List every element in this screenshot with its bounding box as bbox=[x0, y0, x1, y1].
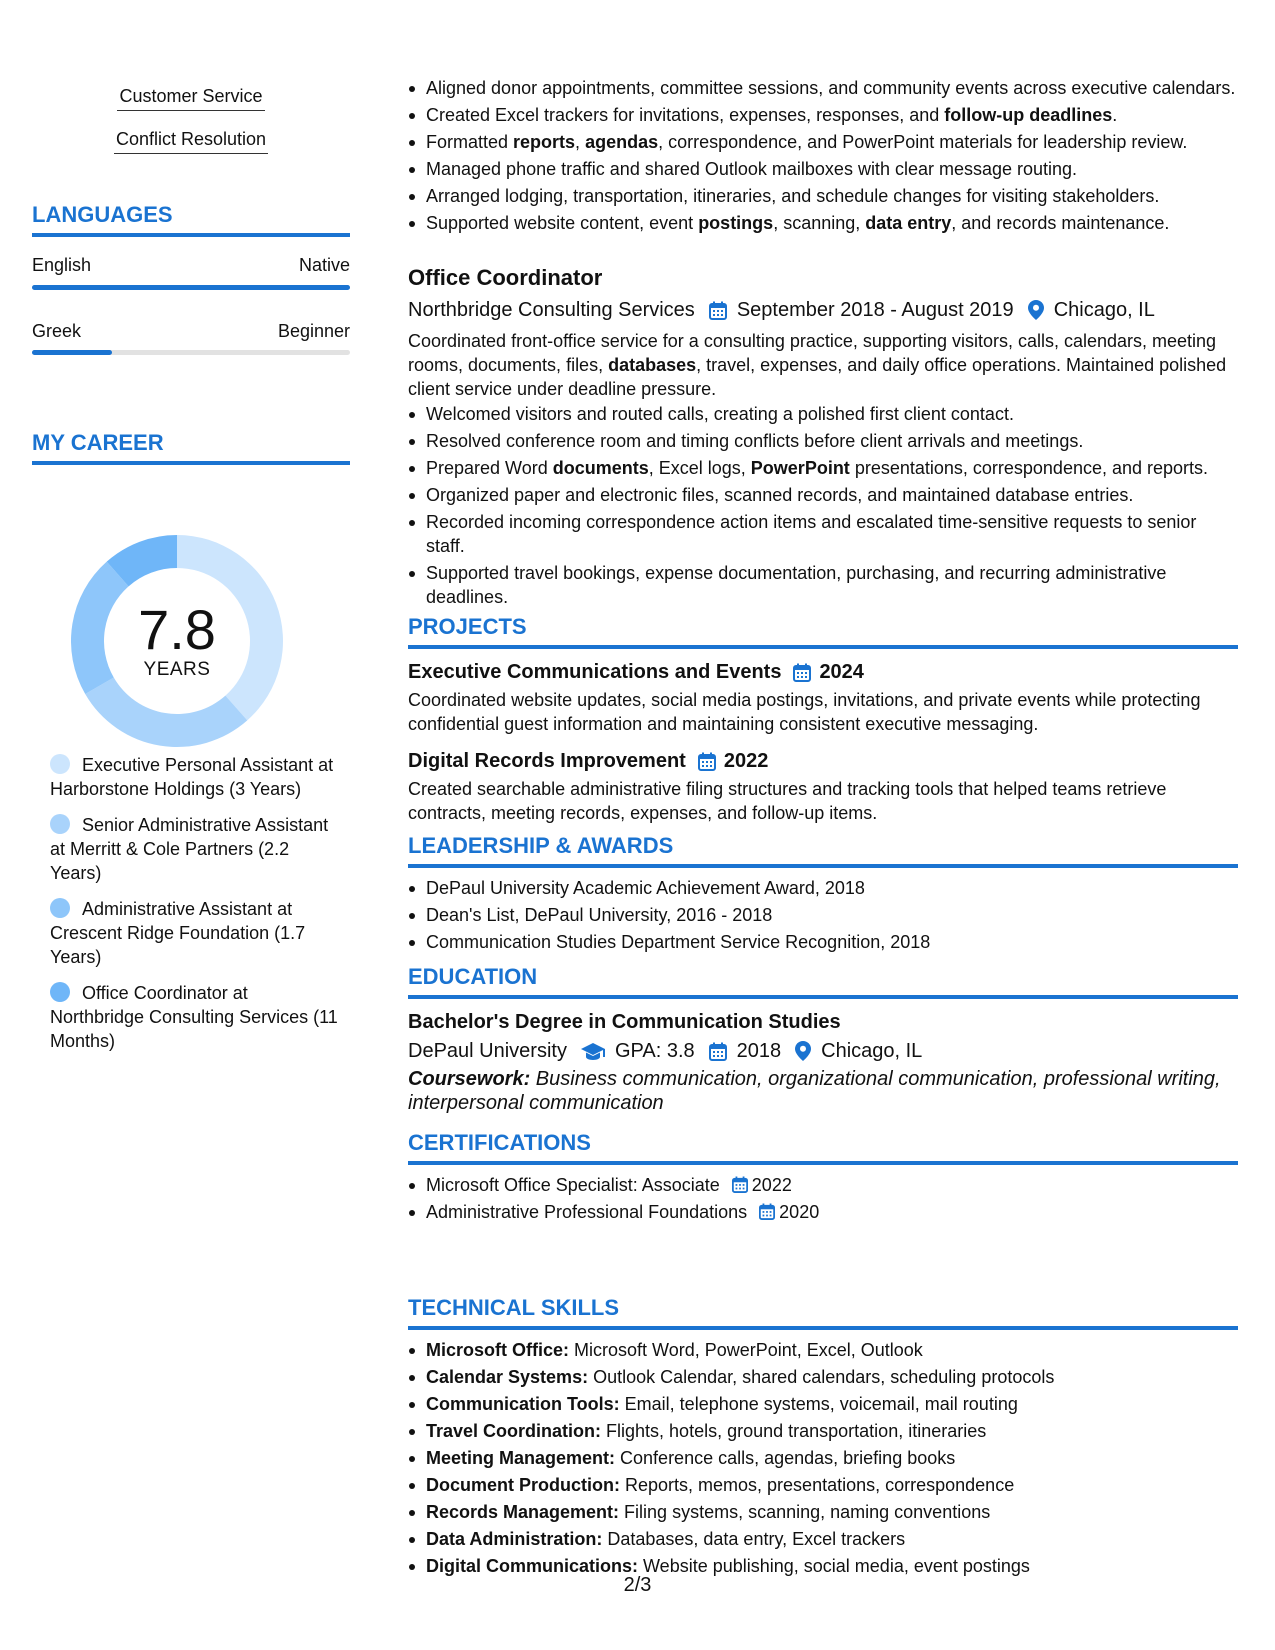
legend-label: Administrative Assistant at Crescent Ridge Foundation (1.7 Years) bbox=[50, 899, 306, 967]
career-total: 7.8 bbox=[138, 598, 216, 661]
calendar-icon bbox=[709, 301, 727, 320]
award-item: Dean's List, DePaul University, 2016 - 2018 bbox=[408, 903, 1238, 927]
coursework-label: Coursework: bbox=[408, 1068, 531, 1090]
language-name: Greek bbox=[32, 321, 82, 341]
technical-skill-item: Meeting Management: Conference calls, agendas, briefing books bbox=[408, 1446, 1238, 1470]
job-bullets bbox=[408, 402, 1238, 609]
skill-category: Communication Tools: bbox=[426, 1394, 620, 1414]
graduation-year: 2018 bbox=[736, 1040, 782, 1062]
awards-list bbox=[408, 876, 1238, 954]
career-donut-chart bbox=[65, 529, 289, 753]
language-level: Native bbox=[298, 255, 350, 275]
bold-text: postings bbox=[698, 213, 774, 233]
location-pin-icon bbox=[1028, 300, 1044, 320]
technical-skill-item: Microsoft Office: Microsoft Word, PowerPoint, Excel, Outlook bbox=[408, 1338, 1238, 1362]
skill-category: Document Production: bbox=[426, 1475, 620, 1495]
job-bullet: Supported website content, event postings, scanning, data entry, and records maintenance. bbox=[408, 211, 1238, 235]
technical-skills-section bbox=[408, 1294, 1238, 1581]
language-level: Beginner bbox=[277, 321, 350, 341]
languages-heading: LANGUAGES bbox=[32, 201, 350, 237]
bold-text: reports bbox=[513, 132, 576, 152]
job-company: Northbridge Consulting Services bbox=[408, 299, 695, 321]
career-legend bbox=[50, 753, 340, 1065]
awards-heading: LEADERSHIP & AWARDS bbox=[408, 832, 1238, 868]
technical-skill-item: Document Production: Reports, memos, presentations, correspondence bbox=[408, 1473, 1238, 1497]
project-name: Digital Records Improvement bbox=[408, 750, 686, 772]
job-summary: Coordinated front-office service for a consulting practice, supporting visitors, calls, calendars, meeting rooms, documents, files, databases, travel, expenses, and daily office operations. Maintained polished client service under deadline pressure. bbox=[408, 331, 1227, 399]
education-heading: EDUCATION bbox=[408, 963, 1238, 999]
calendar-icon bbox=[732, 1176, 748, 1193]
project-title bbox=[408, 659, 1238, 685]
legend-item bbox=[50, 813, 340, 885]
skill-label: Customer Service bbox=[117, 84, 264, 111]
location-pin-icon bbox=[795, 1041, 811, 1061]
technical-skill-item: Communication Tools: Email, telephone systems, voicemail, mail routing bbox=[408, 1392, 1238, 1416]
certifications-heading: CERTIFICATIONS bbox=[408, 1129, 1238, 1165]
skill-tag bbox=[32, 127, 350, 154]
legend-label: Executive Personal Assistant at Harborstone Holdings (3 Years) bbox=[50, 755, 334, 799]
technical-skills-heading: TECHNICAL SKILLS bbox=[408, 1294, 1238, 1330]
calendar-icon bbox=[759, 1203, 775, 1220]
job-bullet: Resolved conference room and timing conflicts before client arrivals and meetings. bbox=[408, 429, 1238, 453]
job-bullet: Recorded incoming correspondence action items and escalated time-sensitive requests to senior staff. bbox=[408, 510, 1238, 558]
legend-dot-icon bbox=[50, 754, 70, 774]
job-bullet: Arranged lodging, transportation, itineraries, and schedule changes for visiting stakeholders. bbox=[408, 184, 1238, 208]
project-description: Coordinated website updates, social media postings, invitations, and private events while protecting confidential guest information and maintaining consistent executive messaging. bbox=[408, 690, 1201, 734]
degree-title: Bachelor's Degree in Communication Studies bbox=[408, 1011, 841, 1033]
education-section bbox=[408, 963, 1238, 1115]
award-item: DePaul University Academic Achievement Award, 2018 bbox=[408, 876, 1238, 900]
donut-center bbox=[65, 529, 289, 753]
legend-item bbox=[50, 897, 340, 969]
legend-label: Senior Administrative Assistant at Merritt & Cole Partners (2.2 Years) bbox=[50, 815, 329, 883]
skill-category: Records Management: bbox=[426, 1502, 620, 1522]
technical-skill-item: Records Management: Filing systems, scanning, naming conventions bbox=[408, 1500, 1238, 1524]
technical-skill-item: Calendar Systems: Outlook Calendar, shared calendars, scheduling protocols bbox=[408, 1365, 1238, 1389]
gpa: GPA: 3.8 bbox=[614, 1040, 695, 1062]
certifications-list bbox=[408, 1173, 1238, 1224]
certifications-section bbox=[408, 1129, 1238, 1227]
skill-label: Conflict Resolution bbox=[114, 127, 268, 154]
job-title: Office Coordinator bbox=[408, 265, 603, 290]
career-heading: MY CAREER bbox=[32, 429, 350, 465]
certification-name: Microsoft Office Specialist: Associate bbox=[426, 1175, 720, 1195]
certification-name: Administrative Professional Foundations bbox=[426, 1202, 748, 1222]
language-bar bbox=[32, 285, 350, 290]
bold-text: follow-up deadlines bbox=[944, 105, 1113, 125]
technical-skill-item: Data Administration: Databases, data entry, Excel trackers bbox=[408, 1527, 1238, 1551]
skill-category: Microsoft Office: bbox=[426, 1340, 570, 1360]
language-row bbox=[32, 255, 350, 276]
language-name: English bbox=[32, 255, 92, 275]
legend-dot-icon bbox=[50, 814, 70, 834]
legend-dot-icon bbox=[50, 898, 70, 918]
skill-category: Data Administration: bbox=[426, 1529, 603, 1549]
language-row bbox=[32, 321, 350, 342]
job-entry bbox=[408, 264, 1238, 612]
job-location: Chicago, IL bbox=[1053, 299, 1155, 321]
bold-text: data entry bbox=[865, 213, 952, 233]
technical-skill-item: Digital Communications: Website publishing, social media, event postings bbox=[408, 1554, 1238, 1578]
legend-label: Office Coordinator at Northbridge Consulting Services (11 Months) bbox=[50, 983, 338, 1051]
project-description: Created searchable administrative filing structures and tracking tools that helped teams retrieve contracts, meeting records, expenses, and follow-up items. bbox=[408, 779, 1167, 823]
calendar-icon bbox=[709, 1042, 727, 1061]
education-meta bbox=[408, 1037, 1238, 1065]
technical-skill-item: Travel Coordination: Flights, hotels, ground transportation, itineraries bbox=[408, 1419, 1238, 1443]
skill-category: Meeting Management: bbox=[426, 1448, 616, 1468]
graduation-cap-icon bbox=[581, 1042, 605, 1060]
bold-text: documents bbox=[552, 458, 649, 478]
certification-item bbox=[408, 1173, 1238, 1197]
projects-section bbox=[408, 613, 1238, 825]
award-item: Communication Studies Department Service Recognition, 2018 bbox=[408, 930, 1238, 954]
language-bar-fill bbox=[32, 285, 350, 290]
bold-text: databases bbox=[608, 355, 697, 375]
page-number: 2/3 bbox=[623, 1574, 652, 1596]
skill-category: Calendar Systems: bbox=[426, 1367, 589, 1387]
technical-skills-list bbox=[408, 1338, 1238, 1578]
job-bullet: Managed phone traffic and shared Outlook mailboxes with clear message routing. bbox=[408, 157, 1238, 181]
previous-job-bullets bbox=[408, 76, 1238, 238]
project-title bbox=[408, 748, 1238, 774]
certification-year: 2020 bbox=[779, 1202, 820, 1222]
skill-category: Travel Coordination: bbox=[426, 1421, 602, 1441]
projects-heading: PROJECTS bbox=[408, 613, 1238, 649]
language-bar-fill bbox=[32, 350, 112, 355]
bold-text: PowerPoint bbox=[750, 458, 850, 478]
school-location: Chicago, IL bbox=[821, 1040, 923, 1062]
coursework-text: Business communication, organizational communication, professional writing, interpersonal communication bbox=[408, 1068, 1221, 1114]
language-bar bbox=[32, 350, 350, 355]
legend-dot-icon bbox=[50, 982, 70, 1002]
certification-item bbox=[408, 1200, 1238, 1224]
career-unit: YEARS bbox=[143, 659, 211, 680]
job-meta bbox=[408, 296, 1238, 324]
job-bullet: Supported travel bookings, expense documentation, purchasing, and recurring administrative deadlines. bbox=[408, 561, 1238, 609]
project-name: Executive Communications and Events bbox=[408, 661, 782, 683]
job-bullet: Organized paper and electronic files, scanned records, and maintained database entries. bbox=[408, 483, 1238, 507]
bold-text: agendas bbox=[585, 132, 659, 152]
legend-item bbox=[50, 753, 340, 801]
skill-tag bbox=[32, 84, 350, 111]
job-bullet: Created Excel trackers for invitations, expenses, responses, and follow-up deadlines. bbox=[408, 103, 1238, 127]
job-bullet: Aligned donor appointments, committee sessions, and community events across executive calendars. bbox=[408, 76, 1238, 100]
job-bullet: Welcomed visitors and routed calls, creating a polished first client contact. bbox=[408, 402, 1238, 426]
legend-item bbox=[50, 981, 340, 1053]
job-bullet: Formatted reports, agendas, correspondence, and PowerPoint materials for leadership review. bbox=[408, 130, 1238, 154]
awards-section bbox=[408, 832, 1238, 957]
certification-year: 2022 bbox=[751, 1175, 792, 1195]
job-bullet: Prepared Word documents, Excel logs, PowerPoint presentations, correspondence, and reports. bbox=[408, 456, 1238, 480]
project-year: 2024 bbox=[819, 661, 864, 683]
school-name: DePaul University bbox=[408, 1040, 567, 1062]
project-year: 2022 bbox=[723, 750, 769, 772]
job-dates: September 2018 - August 2019 bbox=[736, 299, 1014, 321]
skill-category: Digital Communications: bbox=[426, 1556, 639, 1576]
calendar-icon bbox=[698, 752, 716, 771]
calendar-icon bbox=[793, 663, 811, 682]
coursework bbox=[408, 1067, 1238, 1115]
